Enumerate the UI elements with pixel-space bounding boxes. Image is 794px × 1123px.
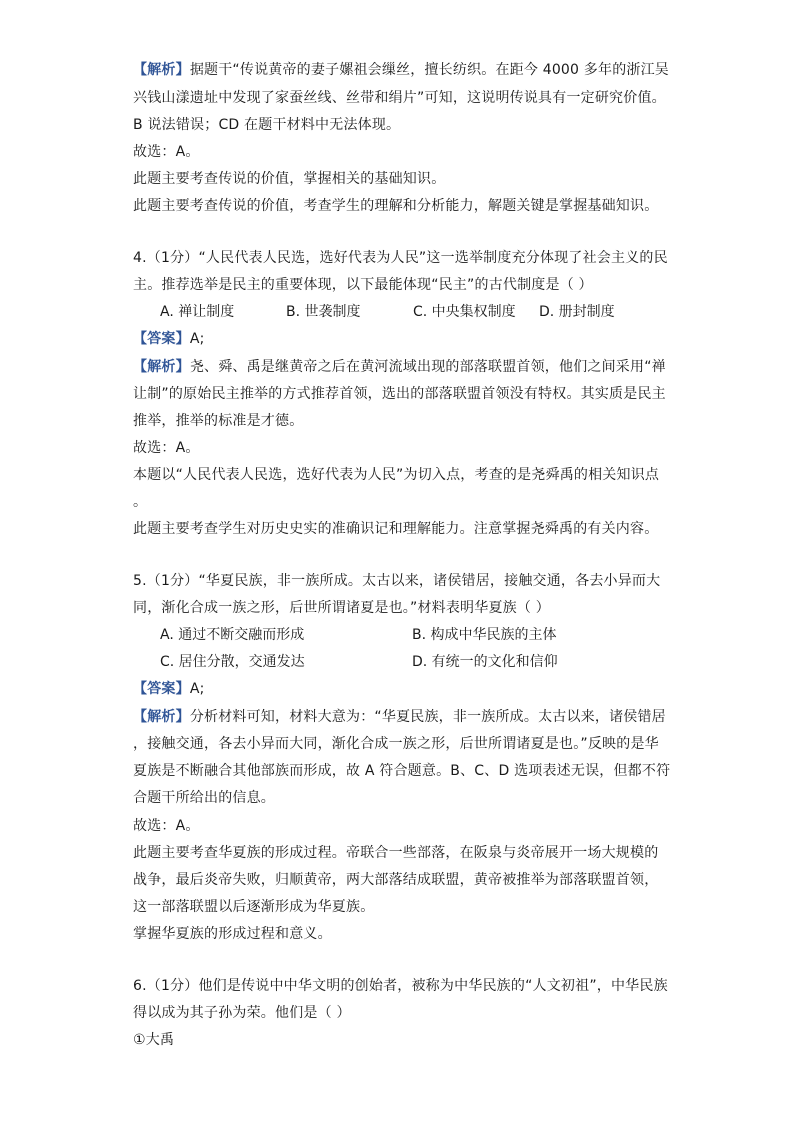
selection-line: 故选：A。 <box>133 440 200 456</box>
answer-tag: 【答案】 <box>133 681 190 697</box>
answer-line: 【答案】A; <box>133 681 205 697</box>
analysis-line: 【解析】分析材料可知，材料大意为：“华夏民族，非一族所成。太古以来，诸侯错居 <box>133 709 666 725</box>
q4-option-d: D. 册封制度 <box>539 304 615 320</box>
analysis-tag: 【解析】 <box>133 62 190 78</box>
q6-item-1: ①大禹 <box>133 1032 175 1048</box>
note-line: 这一部落联盟以后逐渐形成为华夏族。 <box>133 899 375 915</box>
analysis-line: 让制”的原始民主推举的方式推荐首领，选出的部落联盟首领没有特权。其实质是民主 <box>133 386 666 402</box>
question-4-stem: 主。推荐选举是民主的重要体现，以下最能体现“民主”的古代制度是（ ） <box>133 277 593 293</box>
question-4-stem: 4.（1分）“人民代表人民选，选好代表为人民”这一选举制度充分体现了社会主义的民 <box>133 250 668 266</box>
q4-option-a: A. 禅让制度 <box>160 304 235 320</box>
note-line: 此题主要考查传说的价值，掌握相关的基础知识。 <box>133 171 446 187</box>
note-line: 战争，最后炎帝失败，归顺黄帝，两大部落结成联盟，黄帝被推举为部落联盟首领， <box>133 872 659 888</box>
note-line: 。 <box>133 494 148 510</box>
selection-line: 故选：A。 <box>133 818 200 834</box>
q5-option-d: D. 有统一的文化和信仰 <box>412 654 558 670</box>
answer-line: 【答案】A; <box>133 331 205 347</box>
question-5-stem: 5.（1分）“华夏民族，非一族所成。太古以来，诸侯错居，接触交通，各去小异而大 <box>133 573 661 589</box>
analysis-line: 兴钱山漾遗址中发现了家蚕丝线、丝带和绢片”可知，这说明传说具有一定研究价值。 <box>133 90 666 106</box>
selection-line: 故选：A。 <box>133 144 200 160</box>
analysis-line: B 说法错误；CD 在题干材料中无法体现。 <box>133 117 401 133</box>
analysis-line: 【解析】尧、舜、禹是继黄帝之后在黄河流域出现的部落联盟首领，他们之间采用“禅 <box>133 359 666 375</box>
note-line: 此题主要考查学生对历史史实的准确识记和理解能力。注意掌握尧舜禹的有关内容。 <box>133 521 659 537</box>
note-line: 此题主要考查华夏族的形成过程。帝联合一些部落，在阪泉与炎帝展开一场大规模的 <box>133 845 659 861</box>
analysis-line: 夏族是不断融合其他部族而形成，故 A 符合题意。B、C、D 选项表述无误，但都不符 <box>133 763 671 779</box>
analysis-tag: 【解析】 <box>133 359 190 375</box>
analysis-tag: 【解析】 <box>133 709 190 725</box>
q5-option-b: B. 构成中华民族的主体 <box>412 627 557 643</box>
analysis-line: ，接触交通，各去小异而大同，渐化合成一族之形，后世所谓诸夏是也。”反映的是华 <box>133 736 659 752</box>
note-line: 本题以“人民代表人民选，选好代表为人民”为切入点，考查的是尧舜禹的相关知识点 <box>133 467 660 483</box>
analysis-line: 【解析】据题干“传说黄帝的妻子嫘祖会缫丝，擅长纺织。在距今 4000 多年的浙江吴 <box>133 62 669 78</box>
q5-option-a: A. 通过不断交融而形成 <box>160 627 305 643</box>
answer-tag: 【答案】 <box>133 331 190 347</box>
q4-option-b: B. 世袭制度 <box>286 304 361 320</box>
note-line: 掌握华夏族的形成过程和意义。 <box>133 926 332 942</box>
note-line: 此题主要考查传说的价值，考查学生的理解和分析能力，解题关键是掌握基础知识。 <box>133 198 659 214</box>
question-5-stem: 同，渐化合成一族之形，后世所谓诸夏是也。”材料表明华夏族（ ） <box>133 600 550 616</box>
analysis-line: 合题干所给出的信息。 <box>133 790 275 806</box>
q4-option-c: C. 中央集权制度 <box>413 304 516 320</box>
q5-option-c: C. 居住分散，交通发达 <box>160 654 305 670</box>
analysis-line: 推举，推举的标准是才德。 <box>133 413 304 429</box>
question-6-stem: 得以成为其子孙为荣。他们是（ ） <box>133 1005 351 1021</box>
question-6-stem: 6.（1分）他们是传说中中华文明的创始者，被称为中华民族的“人文初祖”，中华民族 <box>133 978 668 994</box>
